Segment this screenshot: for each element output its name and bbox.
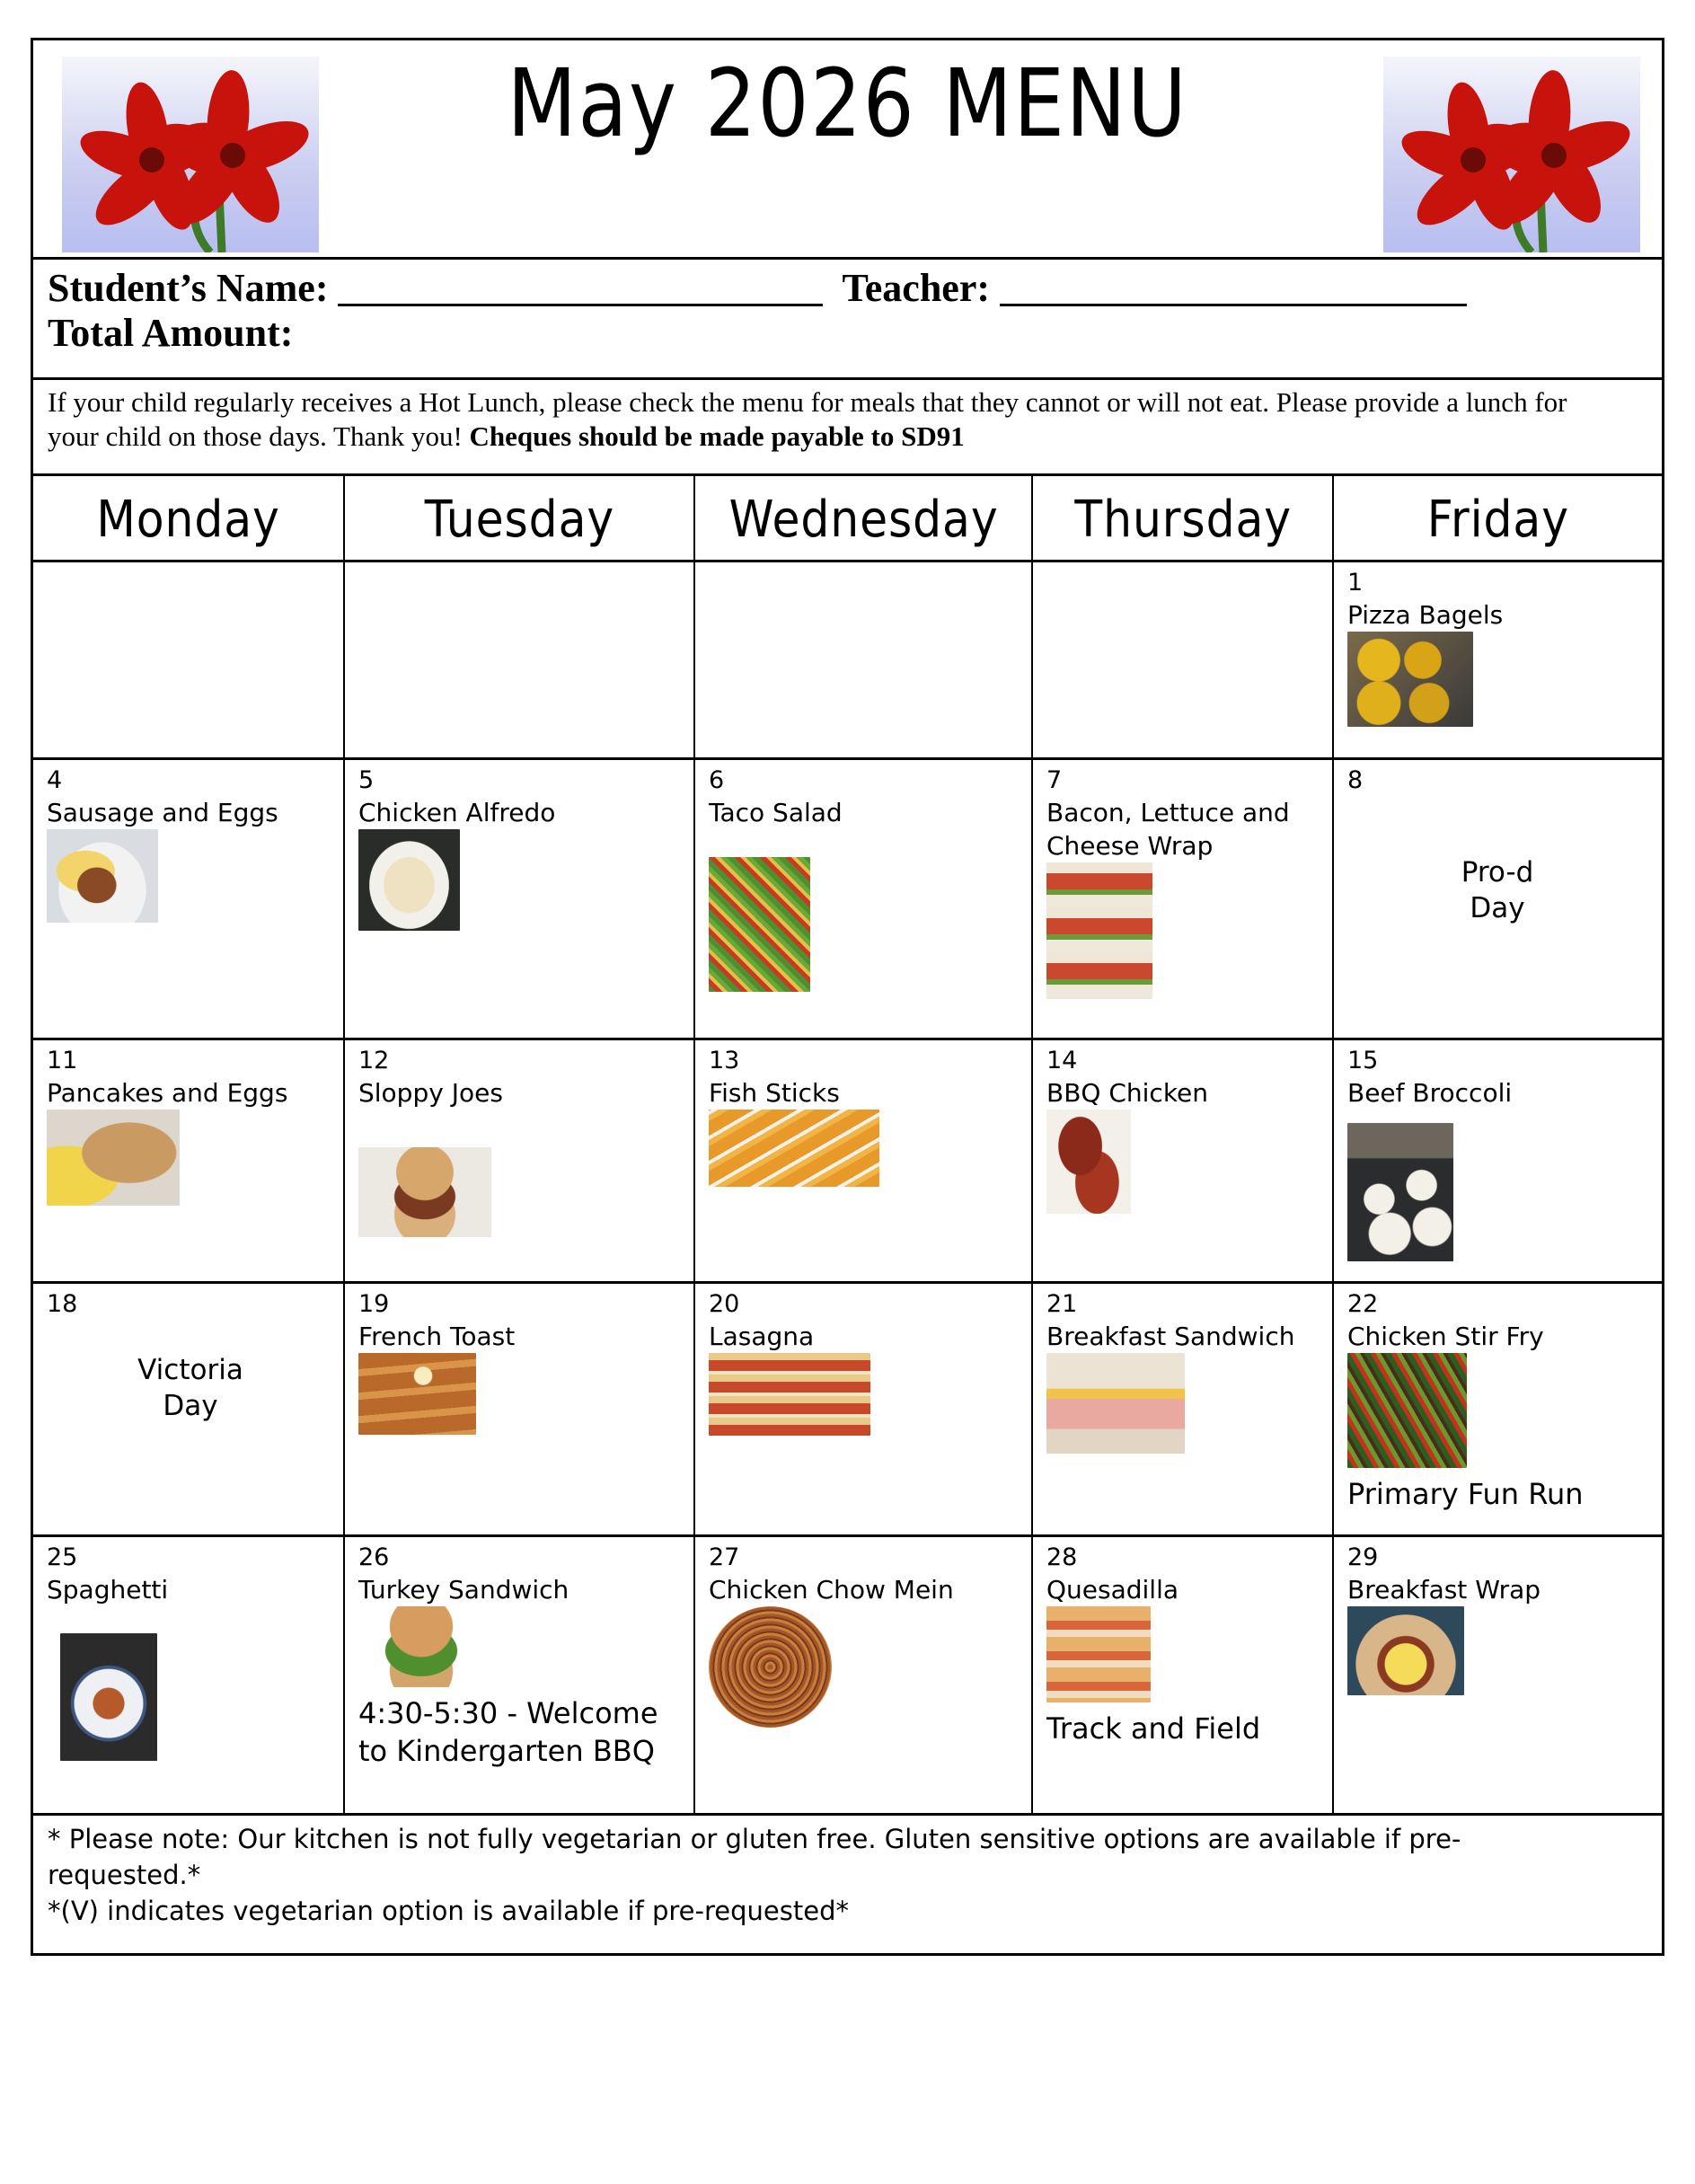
meal-name: Chicken Chow Mein bbox=[709, 1575, 954, 1605]
date-number: 15 bbox=[1347, 1047, 1379, 1074]
student-name-label: Student’s Name: bbox=[48, 266, 329, 310]
sloppy-joes-image bbox=[358, 1147, 491, 1237]
date-number: 20 bbox=[709, 1290, 740, 1318]
turkey-sandwich-image bbox=[358, 1606, 484, 1687]
total-amount-label: Total Amount: bbox=[48, 311, 294, 355]
notice-text: If your child regularly receives a Hot Lunch, please check the menu for meals that they cannot or will not eat. Please provide a lunch for your child on those days. Thank you! Cheques should be made payable to SD91 bbox=[48, 386, 1567, 452]
meal-name: Chicken Alfredo bbox=[358, 798, 556, 827]
day-cell-14 bbox=[1033, 1040, 1332, 1281]
cheque-note: Cheques should be made payable to SD91 bbox=[469, 420, 965, 452]
day-label: Wednesday bbox=[728, 490, 999, 549]
meal-name: Chicken Stir Fry bbox=[1347, 1322, 1544, 1351]
day-cell-12 bbox=[345, 1040, 694, 1281]
pizza-bagels-image bbox=[1347, 632, 1473, 727]
date-number: 19 bbox=[358, 1290, 390, 1318]
day-cell-8 bbox=[1334, 760, 1662, 1038]
meal-name: Fish Sticks bbox=[709, 1078, 840, 1108]
day-cell-6 bbox=[695, 760, 1031, 1038]
date-number: 1 bbox=[1347, 569, 1364, 597]
vegetarian-note: *(V) indicates vegetarian option is available if pre-requested* bbox=[48, 1896, 849, 1926]
day-cell-20 bbox=[695, 1284, 1031, 1534]
bbq-chicken-image bbox=[1046, 1110, 1131, 1214]
date-number: 27 bbox=[709, 1543, 740, 1571]
amaryllis-icon bbox=[1383, 57, 1640, 252]
date-number: 29 bbox=[1347, 1543, 1379, 1571]
date-number: 21 bbox=[1046, 1290, 1078, 1318]
order-form bbox=[33, 260, 1662, 380]
flower-image-right bbox=[1383, 57, 1640, 252]
date-number: 26 bbox=[358, 1543, 390, 1571]
day-cell-4 bbox=[33, 760, 343, 1038]
day-cell-21 bbox=[1033, 1284, 1332, 1534]
day-cell-29 bbox=[1334, 1537, 1662, 1813]
meal-name: French Toast bbox=[358, 1322, 516, 1351]
spaghetti-image bbox=[60, 1633, 157, 1761]
blt-wrap-image bbox=[1046, 862, 1152, 999]
meal-name: BBQ Chicken bbox=[1046, 1078, 1209, 1108]
date-number: 5 bbox=[358, 766, 375, 794]
holiday-label: Pro-d Day bbox=[1461, 856, 1534, 924]
meal-name: Sloppy Joes bbox=[358, 1078, 503, 1108]
day-header-monday bbox=[33, 476, 343, 562]
taco-salad-image bbox=[709, 857, 810, 992]
meal-name: Pancakes and Eggs bbox=[47, 1078, 288, 1108]
meal-name: Bacon, Lettuce and Cheese Wrap bbox=[1046, 798, 1290, 861]
meal-name: Sausage and Eggs bbox=[47, 798, 278, 827]
meal-name: Taco Salad bbox=[709, 798, 843, 827]
date-number: 11 bbox=[47, 1047, 78, 1074]
day-cell-19 bbox=[345, 1284, 694, 1534]
menu-header bbox=[33, 40, 1662, 260]
day-cell-27 bbox=[695, 1537, 1031, 1813]
chicken-alfredo-image bbox=[358, 829, 460, 931]
meal-name: Pizza Bagels bbox=[1347, 600, 1504, 630]
date-number: 13 bbox=[709, 1047, 740, 1074]
day-cell-25 bbox=[33, 1537, 343, 1813]
french-toast-image bbox=[358, 1353, 476, 1435]
beef-broccoli-image bbox=[1347, 1123, 1453, 1261]
footer-notes bbox=[33, 1816, 1662, 1956]
day-label: Friday bbox=[1426, 490, 1569, 549]
day-cell-26 bbox=[345, 1537, 694, 1813]
date-number: 28 bbox=[1046, 1543, 1078, 1571]
date-number: 7 bbox=[1046, 766, 1063, 794]
date-number: 12 bbox=[358, 1047, 390, 1074]
day-cell-7 bbox=[1033, 760, 1332, 1038]
day-header-friday bbox=[1334, 476, 1662, 562]
day-cell-11 bbox=[33, 1040, 343, 1281]
event-label: Primary Fun Run bbox=[1347, 1477, 1584, 1511]
menu-sheet bbox=[31, 38, 1664, 1956]
sausage-eggs-image bbox=[47, 829, 158, 923]
day-header-tuesday bbox=[345, 476, 694, 562]
chicken-stir-fry-image bbox=[1347, 1353, 1467, 1468]
day-cell-1 bbox=[1334, 562, 1662, 757]
teacher-field[interactable] bbox=[1000, 270, 1467, 306]
day-cell-15 bbox=[1334, 1040, 1662, 1281]
day-cell-18 bbox=[33, 1284, 343, 1534]
day-cell-22 bbox=[1334, 1284, 1662, 1534]
meal-name: Breakfast Wrap bbox=[1347, 1575, 1541, 1605]
day-cell-28 bbox=[1033, 1537, 1332, 1813]
meal-name: Quesadilla bbox=[1046, 1575, 1179, 1605]
breakfast-wrap-image bbox=[1347, 1606, 1464, 1695]
date-number: 6 bbox=[709, 766, 725, 794]
date-number: 8 bbox=[1347, 766, 1364, 794]
holiday-label: Victoria Day bbox=[137, 1354, 243, 1422]
date-number: 14 bbox=[1046, 1047, 1078, 1074]
meal-name: Spaghetti bbox=[47, 1575, 169, 1605]
notice-box bbox=[33, 380, 1662, 476]
chicken-chow-mein-image bbox=[709, 1606, 832, 1728]
day-header-wednesday bbox=[695, 476, 1032, 562]
date-number: 18 bbox=[47, 1290, 78, 1318]
fish-sticks-image bbox=[709, 1110, 879, 1187]
student-name-field[interactable] bbox=[338, 270, 823, 306]
day-label: Thursday bbox=[1074, 490, 1292, 549]
gluten-note: * Please note: Our kitchen is not fully vegetarian or gluten free. Gluten sensitive options are available if pre-requested.* bbox=[48, 1824, 1461, 1890]
event-label: Track and Field bbox=[1046, 1711, 1261, 1746]
pancakes-eggs-image bbox=[47, 1110, 180, 1206]
page-title: May 2026 MENU bbox=[507, 49, 1188, 158]
day-cell-5 bbox=[345, 760, 694, 1038]
teacher-label: Teacher: bbox=[842, 266, 991, 310]
date-number: 25 bbox=[47, 1543, 78, 1571]
day-label: Tuesday bbox=[424, 490, 615, 549]
lasagna-image bbox=[709, 1353, 870, 1436]
meal-name: Turkey Sandwich bbox=[358, 1575, 569, 1605]
breakfast-sandwich-image bbox=[1046, 1353, 1185, 1454]
event-label: 4:30-5:30 - Welcome to Kindergarten BBQ bbox=[358, 1696, 658, 1768]
meal-name: Lasagna bbox=[709, 1322, 815, 1351]
date-number: 22 bbox=[1347, 1290, 1379, 1318]
day-label: Monday bbox=[96, 490, 280, 549]
day-header-thursday bbox=[1033, 476, 1333, 562]
meal-name: Beef Broccoli bbox=[1347, 1078, 1513, 1108]
day-cell-13 bbox=[695, 1040, 1031, 1281]
date-number: 4 bbox=[47, 766, 63, 794]
quesadilla-image bbox=[1046, 1606, 1151, 1702]
meal-name: Breakfast Sandwich bbox=[1046, 1322, 1295, 1351]
